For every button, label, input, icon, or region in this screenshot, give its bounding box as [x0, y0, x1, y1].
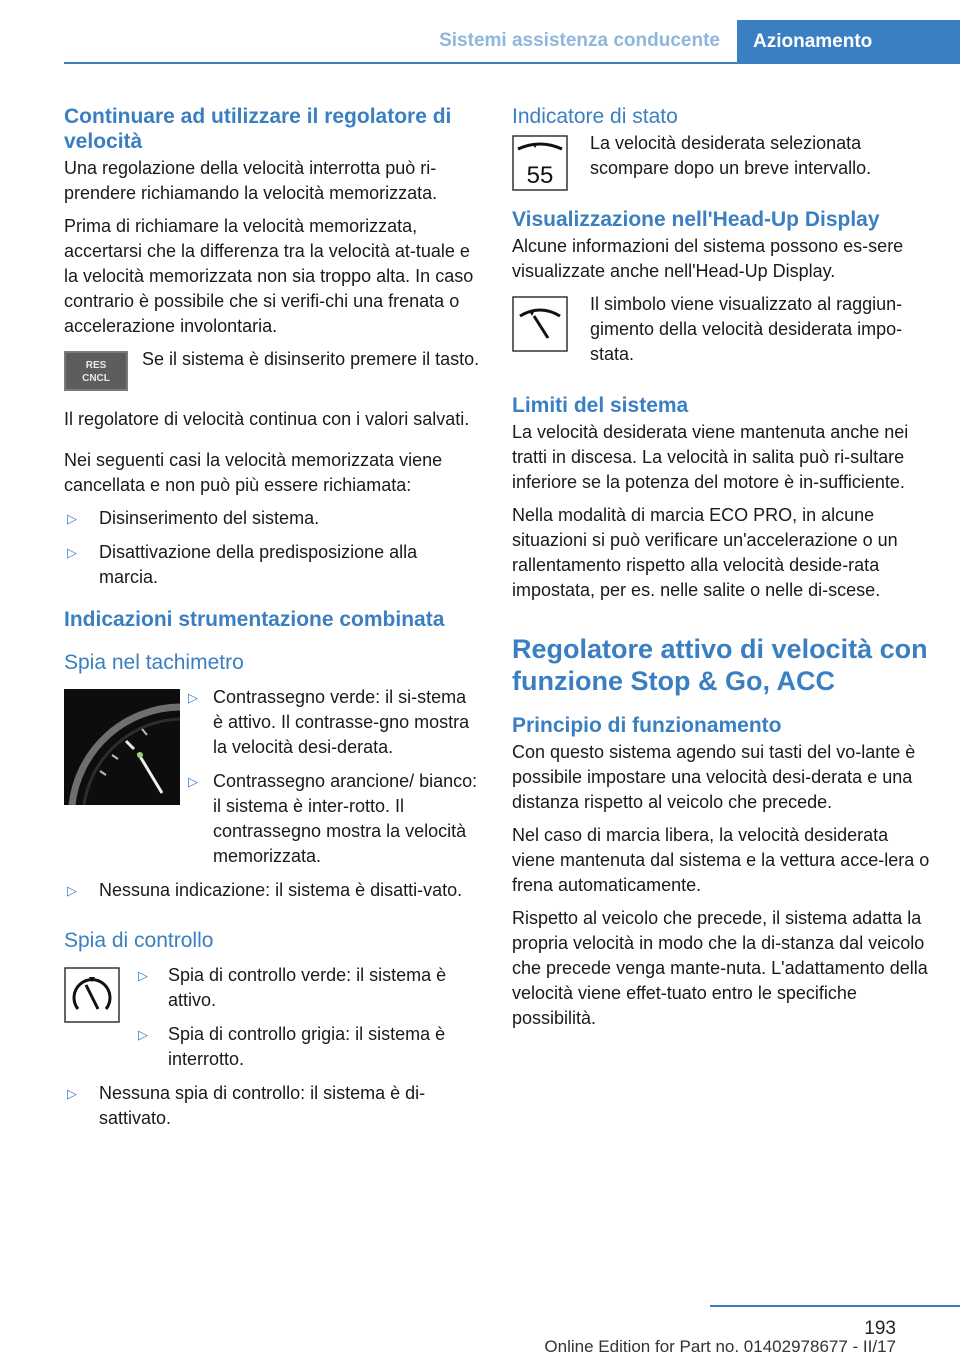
paragraph: Il regolatore di velocità continua con i valori salvati.: [64, 409, 470, 429]
list-item: ▷ Contrassegno arancione/ bianco: il sistema è inter-rotto. Il contrassegno mostra la velocità memorizzata.: [188, 769, 480, 869]
list-item: ▷ Contrassegno verde: il si-stema è attivo. Il contrasse-gno mostra la velocità desi-derata.: [188, 685, 480, 760]
cruise-control-indicator-icon: [64, 967, 120, 1023]
hud-symbol-row: [512, 292, 932, 367]
list-item: ▷ Spia di controllo grigia: il sistema è interrotto.: [138, 1022, 480, 1072]
bullet-list: [64, 878, 480, 903]
paragraph: Prima di richiamare la velocità memorizzata, accertarsi che la differenza tra la velocità at-tuale e la velocità memorizzata non sia troppo alta. In caso contrario è possibile che si verifi-chi una frenata o accelerazione involontaria.: [64, 216, 474, 336]
list-item: ▷ Nessuna indicazione: il sistema è disatti-vato.: [64, 878, 480, 903]
right-column: [512, 104, 932, 1039]
tachometer-list: [188, 685, 480, 869]
speed-marker-icon: [512, 135, 576, 187]
paragraph: Nel caso di marcia libera, la velocità desiderata viene mantenuta dal sistema e la vettura acce-lera o frena automaticamente.: [512, 825, 930, 895]
heading-hud: Visualizzazione nell'Head-Up Display: [512, 208, 880, 231]
footer-edition: Online Edition for Part no. 01402978677 - II/17: [544, 1337, 896, 1356]
tachometer-photo: [64, 689, 180, 805]
hud-speed-reached-icon: [512, 296, 576, 348]
header-rule: [64, 62, 960, 64]
list-item: ▷ Spia di controllo verde: il sistema è attivo.: [138, 963, 480, 1013]
res-cncl-button-icon: [64, 351, 128, 403]
heading-acc: Regolatore attivo di velocità con funzione Stop & Go, ACC: [512, 634, 928, 696]
status-indicator-description: La velocità desiderata selezionata scompare dopo un breve intervallo.: [590, 133, 872, 178]
header-section-title: Sistemi assistenza conducente: [439, 30, 720, 51]
control-light-list: [138, 963, 480, 1072]
heading-indicazioni: Indicazioni strumentazione combinata: [64, 608, 445, 631]
header-chapter-tab: Azionamento: [737, 20, 960, 64]
paragraph: Nei seguenti casi la velocità memorizzata viene cancellata e non può più essere richiamata:: [64, 450, 443, 495]
svg-text:RES: RES: [85, 360, 107, 371]
paragraph: Con questo sistema agendo sui tasti del vo-lante è possibile impostare una velocità desi-derata e una distanza rispetto al veicolo che precede.: [512, 742, 916, 812]
footer-rule: [710, 1305, 960, 1307]
paragraph: Una regolazione della velocità interrotta può ri-prendere richiamando la velocità memorizzata.: [64, 158, 438, 203]
paragraph: Rispetto al veicolo che precede, il sistema adatta la propria velocità in modo che la di-stanza dal veicolo che precede venga mante-nuta. L'adattamento della velocità viene effet-tuato entro le specifiche possibilità.: [512, 908, 928, 1028]
svg-text:CNCL: CNCL: [82, 373, 110, 384]
heading-spia-tachimetro: Spia nel tachimetro: [64, 651, 244, 674]
tachometer-row: [64, 685, 480, 878]
hud-symbol-description: Il simbolo viene visualizzato al raggiun-gimento della velocità desiderata impo-stata.: [590, 294, 903, 364]
paragraph: La velocità desiderata viene mantenuta anche nei tratti in discesa. La velocità in salita può ri-sultare inferiore se la potenza del motore è in-sufficiente.: [512, 422, 909, 492]
page-number: 193: [864, 1318, 896, 1339]
bullet-list: [64, 506, 480, 590]
heading-continue: Continuare ad utilizzare il regolatore di velocità: [64, 105, 452, 153]
svg-text:55: 55: [526, 162, 554, 189]
res-button-row: [64, 347, 480, 403]
status-indicator-row: [512, 131, 932, 187]
heading-principio: Principio di funzionamento: [512, 714, 782, 737]
paragraph: Nella modalità di marcia ECO PRO, in alcune situazioni si può verificare un'accelerazione o un rallentamento rispetto alla velocità deside-rata impostata, per es. nelle salite o nelle di-scese.: [512, 505, 898, 600]
list-item: ▷ Disinserimento del sistema.: [64, 506, 480, 531]
control-light-row: [64, 963, 480, 1081]
heading-indicatore: Indicatore di stato: [512, 105, 678, 128]
heading-spia-controllo: Spia di controllo: [64, 929, 214, 952]
bullet-list: [64, 1081, 480, 1131]
list-item: ▷ Disattivazione della predisposizione alla marcia.: [64, 540, 480, 590]
list-item: ▷ Nessuna spia di controllo: il sistema è di-sattivato.: [64, 1081, 480, 1131]
paragraph: Alcune informazioni del sistema possono es-sere visualizzate anche nell'Head-Up Display.: [512, 236, 904, 281]
res-button-description: Se il sistema è disinserito premere il tasto.: [142, 349, 480, 369]
left-column: [64, 104, 480, 1140]
heading-limiti: Limiti del sistema: [512, 394, 689, 417]
